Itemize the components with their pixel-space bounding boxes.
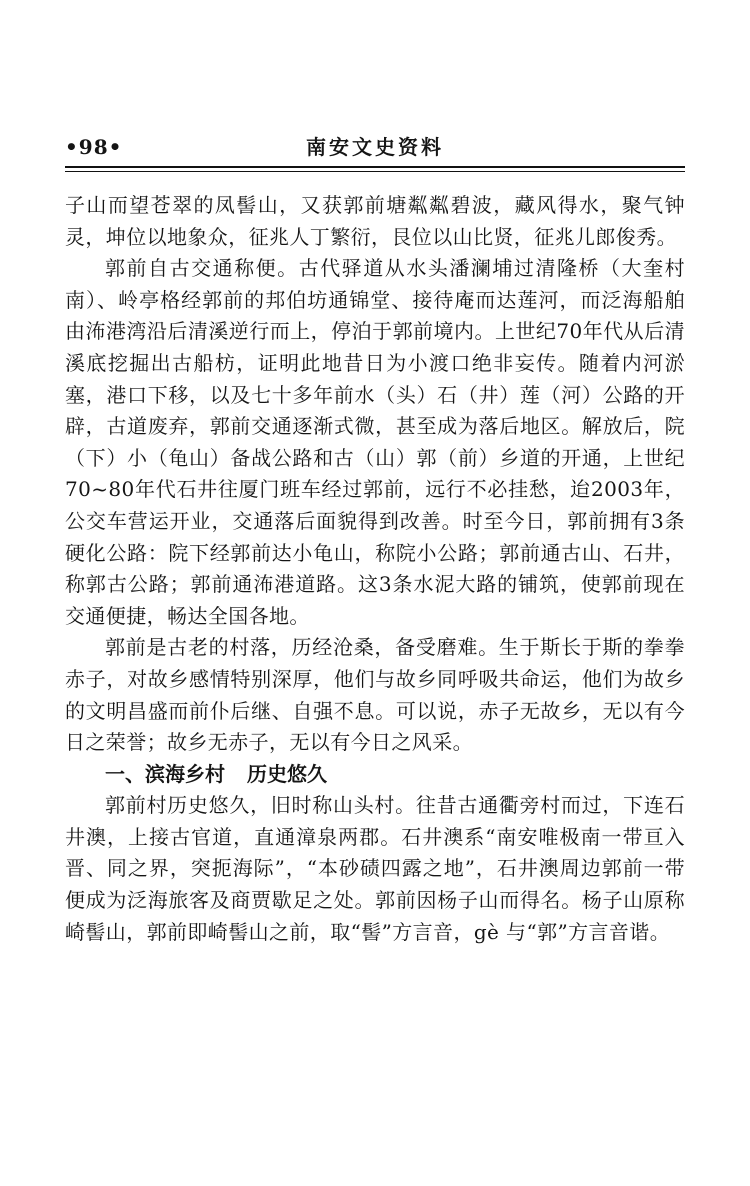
header-rule-thin <box>65 171 685 172</box>
body-text <box>65 190 685 948</box>
section-heading-part1: 一、滨海乡村 <box>105 761 225 786</box>
section-heading <box>65 759 685 791</box>
page-number: •98• <box>65 135 123 159</box>
page-header <box>65 134 685 174</box>
paragraph-section-one: 郭前村历史悠久，旧时称山头村。往昔古通衢旁村而过，下连石井澳，上接古官道，直通漳泉两郡。石井澳系“南安唯极南一带亘入晋、同之界，突扼海际”，“本砂碛四露之地”，石井澳周边郭前一带便成为泛海旅客及商贾歇足之处。郭前因杨子山而得名。杨子山原称崎髻山，郭前即崎髻山之前，取“髻”方言音，gè 与“郭”方言音谐。 <box>65 793 685 944</box>
paragraph-continued: 子山而望苍翠的凤髻山，又获郭前塘粼粼碧波，藏风得水，聚气钟灵，坤位以地象众，征兆人丁繁衍，艮位以山比贤，征兆儿郎俊秀。 <box>65 193 685 249</box>
paragraph-transport: 郭前自古交通称便。古代驿道从水头潘澜埔过清隆桥（大奎村南）、岭亭格经郭前的邦伯坊通锦堂、接待庵而达莲河，而泛海船舶由㳍港湾沿后清溪逆行而上，停泊于郭前境内。上世纪70年代从后清溪底挖掘出古船枋，证明此地昔日为小渡口绝非妄传。随着内河淤塞，港口下移，以及七十多年前水（头）石（井）莲（河）公路的开辟，古道废弃，郭前交通逐渐式微，甚至成为落后地区。解放后，院（下）小（龟山）备战公路和古（山）郭（前）乡道的开通，上世纪70~80年代石井往厦门班车经过郭前，远行不必挂愁，迨2003年，公交车营运开业，交通落后面貌得到改善。时至今日，郭前拥有3条硬化公路：院下经郭前达小龟山，称院小公路；郭前通古山、石井，称郭古公路；郭前通㳍港道路。这3条水泥大路的铺筑，使郭前现在交通便捷，畅达全国各地。 <box>65 256 685 628</box>
header-rule-thick <box>65 166 685 168</box>
paragraph-village-history: 郭前是古老的村落，历经沧桑，备受磨难。生于斯长于斯的拳拳赤子，对故乡感情特别深厚，他们与故乡同呼吸共命运，他们为故乡的文明昌盛而前仆后继、自强不息。可以说，赤子无故乡，无以有今日之荣誉；故乡无赤子，无以有今日之风采。 <box>65 635 685 755</box>
section-heading-part2: 历史悠久 <box>247 761 327 786</box>
running-title: 南安文史资料 <box>306 135 444 159</box>
